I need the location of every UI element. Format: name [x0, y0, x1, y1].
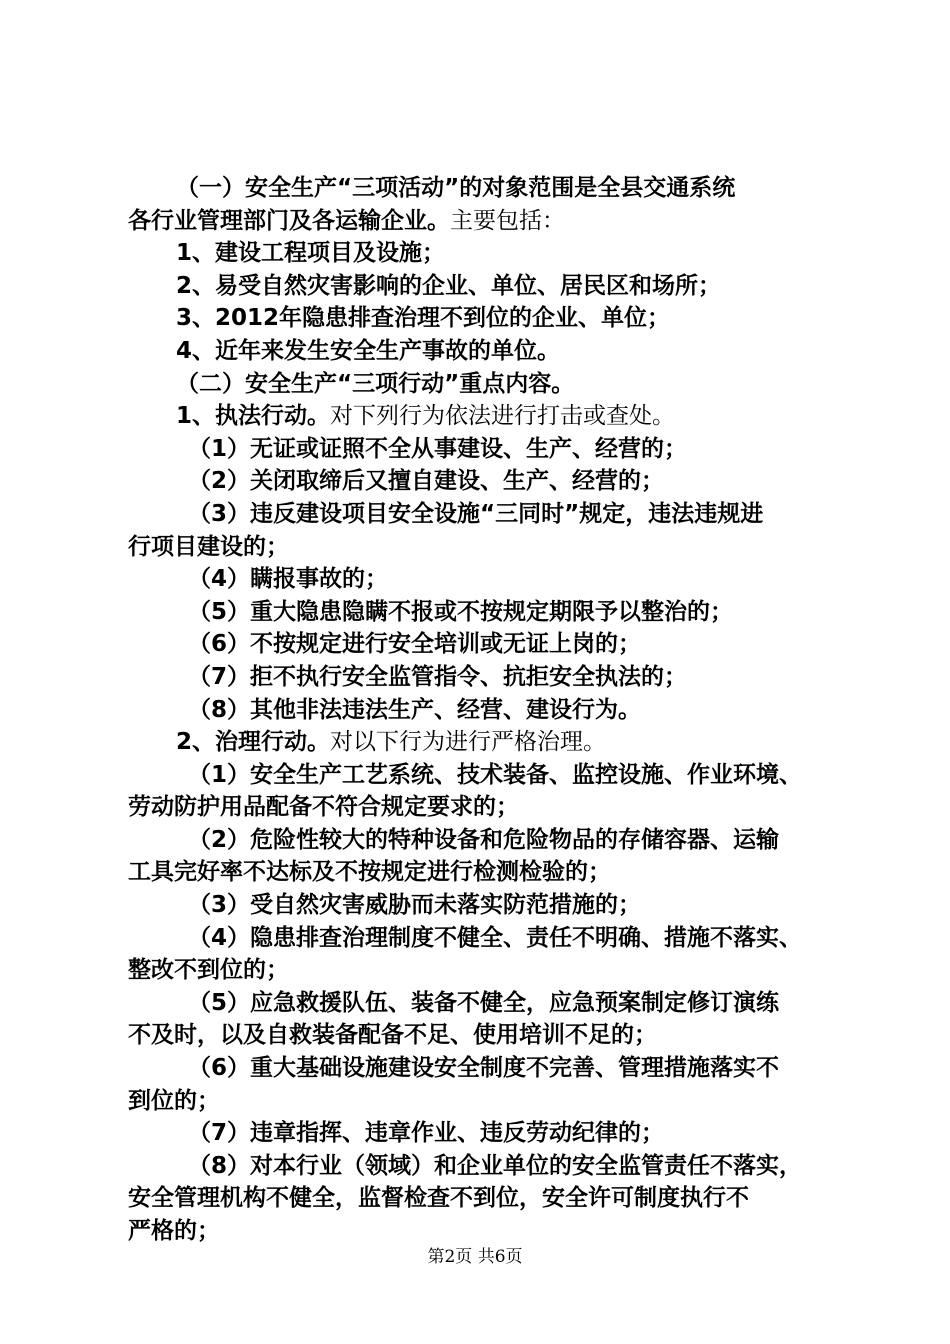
text-line-suffix: 主要包括：: [450, 207, 565, 234]
text-line: [128, 368, 840, 401]
page-footer: 第2页 共6页: [427, 1247, 523, 1267]
text-line-suffix: 对以下行为进行严格治理。: [330, 729, 607, 756]
text-line-main: （7）违章指挥、违章作业、违反劳动纪律的；: [188, 1120, 665, 1147]
text-line: [128, 172, 840, 205]
text-line-main: （8）其他非法违法生产、经营、建设行为。: [188, 696, 642, 723]
text-line-main: （4）隐患排查治理制度不健全、责任不明确、措施不落实、: [188, 924, 803, 951]
text-line-main: 3、2012年隐患排查治理不到位的企业、单位；: [176, 305, 671, 332]
text-line: [128, 987, 840, 1020]
text-line-main: （二）安全生产“三项行动”重点内容。: [176, 370, 575, 397]
text-line: [128, 694, 840, 727]
text-line: [128, 1182, 840, 1215]
text-line: [128, 1150, 840, 1183]
text-line: [128, 205, 840, 238]
text-line-main: （3）受自然灾害威胁而未落实防范措施的；: [188, 892, 642, 919]
text-line: [128, 1052, 840, 1085]
text-line-main: （6）重大基础设施建设安全制度不完善、管理措施落实不: [188, 1055, 780, 1082]
text-line-main: （一）安全生产“三项活动”的对象范围是全县交通系统: [176, 175, 736, 201]
text-line-main: 4、近年来发生安全生产事故的单位。: [176, 337, 561, 364]
text-line: [128, 433, 840, 466]
text-line-main: 整改不到位的；: [128, 957, 289, 984]
text-line: [128, 922, 840, 955]
text-line: [128, 237, 840, 270]
text-line: [128, 889, 840, 922]
text-line-main: （1）无证或证照不全从事建设、生产、经营的；: [188, 435, 688, 462]
text-line: [128, 824, 840, 857]
text-line: [128, 856, 840, 889]
text-line: [128, 1085, 840, 1118]
text-line: [128, 335, 840, 368]
text-line-main: 不及时，以及自救装备配备不足、使用培训不足的；: [128, 1022, 657, 1049]
text-line-main: （8）对本行业（领域）和企业单位的安全监管责任不落实，: [188, 1152, 803, 1179]
text-line-main: （2）关闭取缔后又擅自建设、生产、经营的；: [188, 468, 665, 495]
text-line: [128, 465, 840, 498]
document-body: [128, 172, 840, 1248]
text-line-main: 劳动防护用品配备不符合规定要求的；: [128, 794, 519, 821]
text-line-main: （5）重大隐患隐瞒不报或不按规定期限予以整治的；: [188, 598, 734, 625]
text-line-main: （5）应急救援队伍、装备不健全，应急预案制定修订演练: [188, 989, 780, 1016]
text-line-main: 各行业管理部门及各运输企业。: [128, 207, 450, 234]
text-line-main: 安全管理机构不健全，监督检查不到位，安全许可制度执行不: [128, 1185, 749, 1212]
text-line-suffix: 对下列行为依法进行打击或查处。: [330, 403, 676, 430]
text-line-main: 到位的；: [128, 1087, 220, 1114]
text-line: [128, 628, 840, 661]
text-line-main: 工具完好率不达标及不按规定进行检测检验的；: [128, 859, 611, 886]
text-line-main: （3）违反建设项目安全设施“三同时”规定，违法违规进: [188, 500, 764, 527]
text-line: [128, 596, 840, 629]
text-line: [128, 759, 840, 792]
text-line: [128, 726, 840, 759]
text-line: [128, 791, 840, 824]
text-line-main: （2）危险性较大的特种设备和危险物品的存储容器、运输: [188, 826, 780, 853]
text-line: [128, 661, 840, 694]
text-line: [128, 1019, 840, 1052]
text-line-main: （6）不按规定进行安全培训或无证上岗的；: [188, 631, 642, 658]
text-line-main: 2、易受自然灾害影响的企业、单位、居民区和场所；: [176, 272, 722, 299]
text-line-main: 1、执法行动。: [176, 403, 331, 430]
text-line: [128, 563, 840, 596]
text-line: [128, 400, 840, 433]
text-line-main: 1、建设工程项目及设施；: [176, 240, 446, 267]
text-line: [128, 302, 840, 335]
text-line: [128, 498, 840, 531]
text-line-main: （1）安全生产工艺系统、技术装备、监控设施、作业环境、: [188, 761, 803, 788]
text-line: [128, 531, 840, 564]
text-line: [128, 954, 840, 987]
text-line-main: （4）瞒报事故的；: [188, 566, 389, 593]
text-line-main: 行项目建设的；: [128, 533, 289, 560]
text-line-main: （7）拒不执行安全监管指令、抗拒安全执法的；: [188, 663, 688, 690]
text-line: [128, 270, 840, 303]
text-line-main: 2、治理行动。: [176, 729, 331, 756]
text-line-main: 严格的；: [128, 1218, 220, 1244]
text-line: [128, 1117, 840, 1150]
